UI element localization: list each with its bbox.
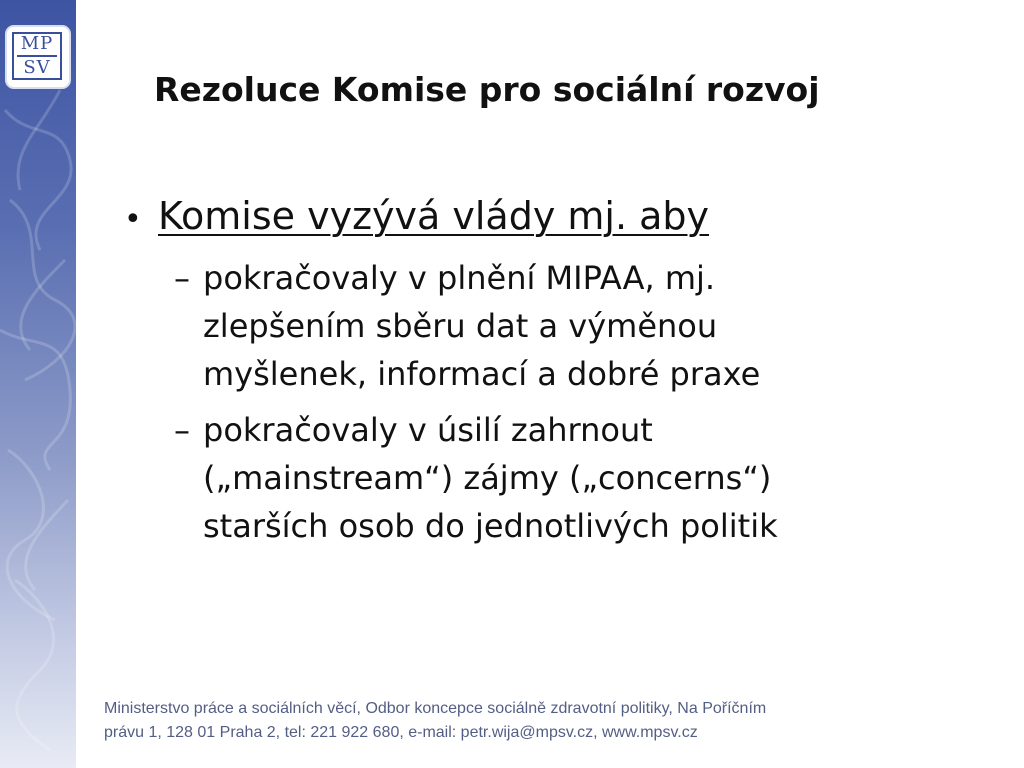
side-band-pattern xyxy=(0,0,76,768)
logo-text-sv: SV xyxy=(23,56,51,78)
sub-bullet-marker: – xyxy=(174,411,190,449)
main-bullet xyxy=(124,194,709,238)
sub-bullet-1-line-1: pokračovaly v plnění MIPAA, mj. xyxy=(203,259,716,297)
sub-bullet-1-line-3: myšlenek, informací a dobré praxe xyxy=(203,355,761,393)
footer-line-2: právu 1, 128 01 Praha 2, tel: 221 922 680, e-mail: petr.wija@mpsv.cz, www.mpsv.cz xyxy=(104,724,698,741)
sub-bullet-2-line-3: starších osob do jednotlivých politik xyxy=(203,507,778,545)
sub-bullet-1-line-2: zlepšením sběru dat a výměnou xyxy=(203,307,718,345)
decorative-side-band xyxy=(0,0,76,768)
sub-bullet-2-line-2: („mainstream“) zájmy („concerns“) xyxy=(203,459,772,497)
footer-contact xyxy=(104,697,964,745)
sub-bullet-2-line-1: pokračovaly v úsilí zahrnout xyxy=(203,411,653,449)
mpsv-logo xyxy=(7,27,69,87)
main-bullet-text: Komise vyzývá vlády mj. aby xyxy=(158,194,710,238)
sub-bullet-2 xyxy=(174,406,778,550)
bullet-marker: • xyxy=(124,202,142,237)
sub-bullet-marker: – xyxy=(174,259,190,297)
sub-bullet-2-text xyxy=(203,406,778,550)
logo-text-mp: MP xyxy=(20,33,54,55)
sub-bullet-1-text xyxy=(203,254,760,398)
mpsv-logo-frame xyxy=(12,32,62,80)
slide-title: Rezoluce Komise pro sociální rozvoj xyxy=(154,70,820,109)
footer-line-1: Ministerstvo práce a sociálních věcí, Odbor koncepce sociálně zdravotní politiky, Na Poříčním xyxy=(104,700,767,717)
sub-bullet-1 xyxy=(174,254,760,398)
